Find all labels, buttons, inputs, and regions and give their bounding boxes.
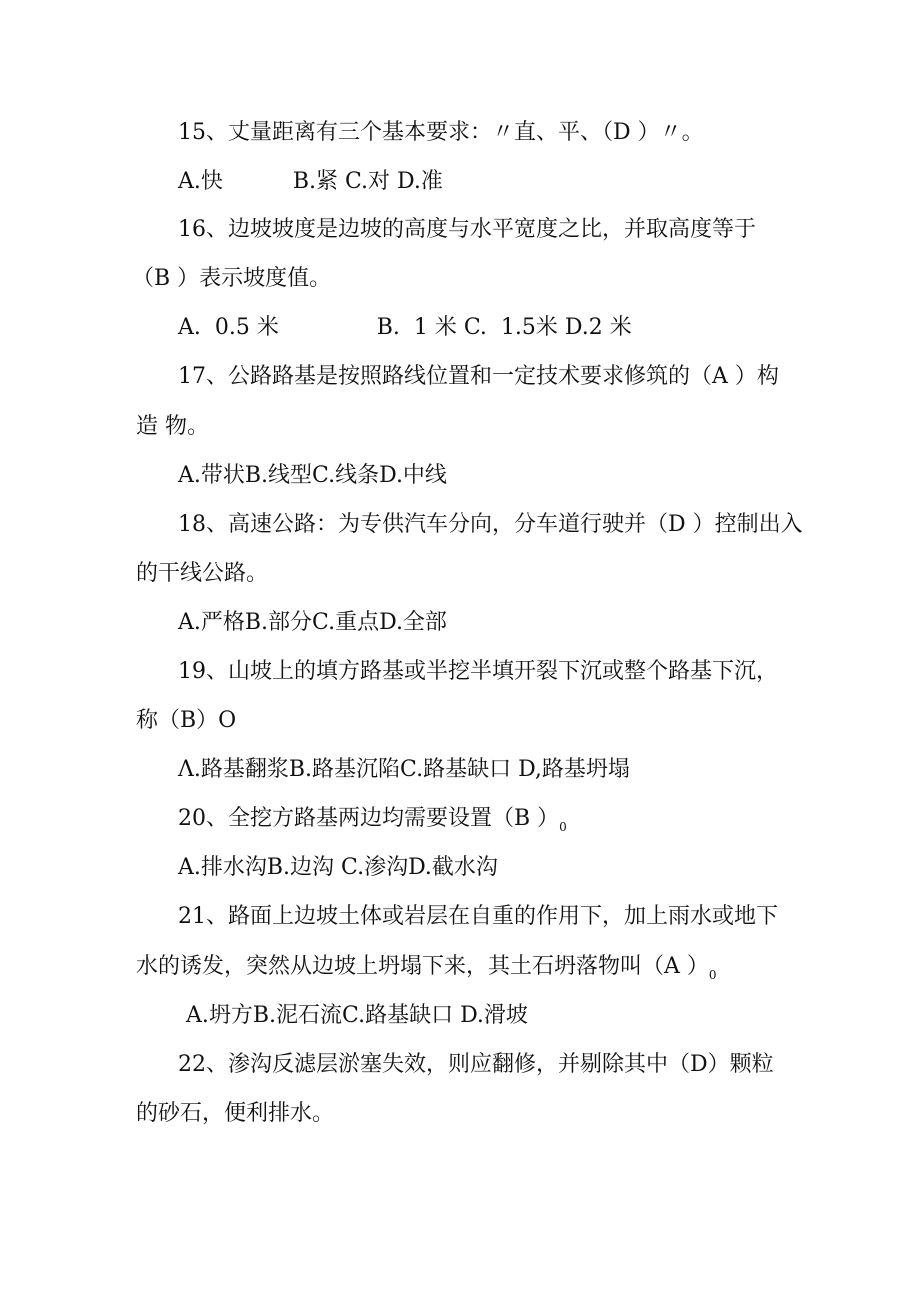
question-21-sub: 0 [708,968,717,982]
options-19: Λ.路基翻浆B.路基沉陷C.路基缺口 D,路基坍塌 [178,757,630,782]
question-18-cont: 的干线公路。 [136,561,269,586]
options-20: A.排水沟B.边沟 C.渗沟D.截水沟 [178,855,498,880]
options-15: A.快 B.紧 C.对 D.准 [178,169,443,194]
question-19-cont: 称（B）O [136,708,237,733]
question-21-cont-text: 水的诱发，突然从边坡上坍塌下来，其土石坍落物叫（A ） [136,954,709,979]
question-15: 15、丈量距离有三个基本要求：〃直、平、（D ）〃。 [178,120,704,145]
question-18: 18、高速公路：为专供汽车分向，分车道行驶并（D ）控制出入 [178,512,803,537]
question-22-cont: 的砂石，便利排水。 [136,1101,335,1126]
question-20-text: 20、全挖方路基两边均需要设置（B ） [178,806,560,831]
question-22: 22、渗沟反滤层淤塞失效，则应翻修，并剔除其中（D）颗粒 [178,1052,774,1077]
question-20-sub: 0 [559,820,567,834]
options-17: A.带状B.线型C.线条D.中线 [178,463,447,488]
options-16: A. 0.5 米 B. 1 米 C. 1.5米 D.2 米 [178,315,632,340]
options-21: A.坍方B.泥石流C.路基缺口 D.滑坡 [186,1003,528,1028]
question-19: 19、山坡上的填方路基或半挖半填开裂下沉或整个路基下沉， [178,659,778,684]
question-17-cont: 造 物。 [136,414,209,439]
question-21: 21、路面上边坡土体或岩层在自重的作用下，加上雨水或地下 [178,904,778,929]
question-17: 17、公路路基是按照路线位置和一定技术要求修筑的（A ）构 [178,364,779,389]
question-16-cont: （B ）表示坡度值。 [132,266,332,291]
question-21-cont [136,952,717,990]
question-16: 16、边坡坡度是边坡的高度与水平宽度之比，并取高度等于 [178,217,756,242]
options-18: A.严格B.部分C.重点D.全部 [178,610,447,635]
question-20 [178,804,567,842]
